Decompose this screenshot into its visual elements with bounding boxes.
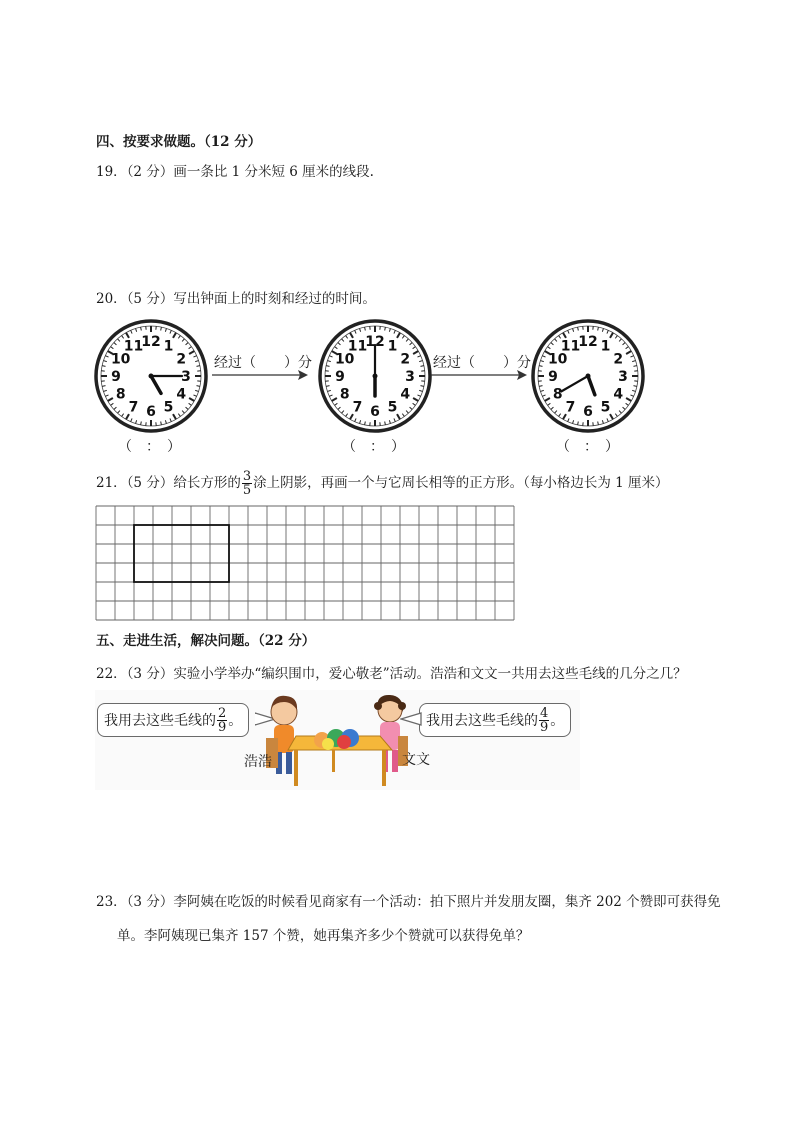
question-22	[96, 665, 687, 683]
question-score: （3 分）	[126, 666, 174, 682]
clock-number: 12	[141, 334, 161, 350]
question-text: 实验小学举办“编织围巾，爱心敬老”活动。浩浩和文文一共用去这些毛线的几分之几？	[173, 666, 687, 682]
clock-number: 2	[176, 351, 187, 368]
fraction: $\frac{2}{9}$	[218, 705, 227, 735]
question-score: （3 分）	[126, 894, 174, 910]
arrow-right-icon	[210, 368, 310, 382]
question-23-line-2: 单。李阿姨现已集齐 157 个赞，她再集齐多少个赞就可以获得免单？	[117, 928, 530, 944]
clock-3	[530, 318, 646, 434]
name-label-wenwen: 文文	[402, 752, 430, 768]
question-number: 21．	[96, 475, 127, 491]
clock-number: 7	[128, 399, 139, 416]
clock-number: 3	[405, 369, 415, 385]
clock-number: 2	[400, 351, 411, 368]
clock-number: 4	[400, 386, 411, 403]
clock-number: 3	[618, 369, 628, 385]
clock-number: 6	[146, 404, 156, 420]
question-score: （5 分）	[126, 475, 174, 491]
question-23	[96, 893, 721, 911]
question-number: 22．	[96, 666, 127, 682]
clock-1	[93, 318, 209, 434]
question-number: 19．	[96, 164, 127, 180]
clock-number: 7	[565, 399, 576, 416]
fraction: $\frac{3}{5}$	[242, 469, 252, 498]
time-answer-blank-1[interactable]: （ ： ）	[118, 439, 181, 455]
clock-number: 1	[600, 338, 611, 355]
clock-number: 9	[111, 369, 121, 385]
clock-number: 6	[370, 404, 380, 420]
question-text: 给长方形的	[173, 475, 241, 491]
time-answer-blank-3[interactable]: （ ： ）	[556, 439, 619, 455]
clock-number: 8	[339, 386, 350, 403]
name-label-haohao: 浩浩	[244, 754, 272, 770]
fraction: $\frac{4}{9}$	[540, 705, 549, 735]
speech-bubble-haohao: 我用去这些毛线的 $\frac{2}{9}$ 。	[97, 703, 249, 737]
clock-number: 10	[547, 351, 568, 368]
question-21	[96, 470, 669, 497]
clock-number: 5	[600, 399, 611, 416]
question-20	[96, 290, 376, 308]
clock-number: 12	[365, 334, 385, 350]
clock-number: 4	[613, 386, 624, 403]
question-text-cont: 涂上阴影，再画一个与它周长相等的正方形。（每小格边长为 1 厘米）	[253, 475, 669, 491]
clock-number: 11	[123, 338, 144, 355]
clock-number: 2	[613, 351, 624, 368]
question-text: 画一条比 1 分米短 6 厘米的线段.	[173, 164, 374, 180]
question-number: 23．	[96, 894, 127, 910]
clock-number: 11	[560, 338, 581, 355]
clock-number: 4	[176, 386, 187, 403]
question-text: 写出钟面上的时刻和经过的时间。	[173, 291, 376, 307]
clock-number: 11	[347, 338, 368, 355]
section-4-title: 四、按要求做题。（12 分）	[96, 134, 262, 150]
question-score: （5 分）	[126, 291, 174, 307]
question-number: 20．	[96, 291, 127, 307]
question-text: 李阿姨在吃饭的时候看见商家有一个活动：拍下照片并发朋友圈，集齐 202 个赞即可获得免	[173, 894, 721, 910]
clock-number: 10	[334, 351, 355, 368]
clock-number: 9	[335, 369, 345, 385]
square-grid[interactable]	[95, 505, 517, 621]
clock-number: 5	[387, 399, 398, 416]
question-19	[96, 163, 374, 181]
clock-number: 9	[548, 369, 558, 385]
given-rectangle	[134, 525, 229, 582]
elapsed-label-1: 经过（ ）分	[214, 355, 312, 371]
clock-number: 5	[163, 399, 174, 416]
clock-2	[317, 318, 433, 434]
clock-number: 7	[352, 399, 363, 416]
clock-number: 10	[110, 351, 131, 368]
clock-number: 1	[387, 338, 398, 355]
clock-number: 6	[583, 404, 593, 420]
section-5-title: 五、走进生活，解决问题。（22 分）	[96, 633, 316, 649]
clock-number: 3	[181, 369, 191, 385]
time-answer-blank-2[interactable]: （ ： ）	[342, 439, 405, 455]
speech-bubble-wenwen: 我用去这些毛线的 $\frac{4}{9}$ 。	[419, 703, 571, 737]
children-at-table-illustration	[262, 688, 412, 788]
arrow-right-icon	[429, 368, 529, 382]
clock-number: 1	[163, 338, 174, 355]
clock-number: 8	[552, 386, 563, 403]
question-score: （2 分）	[126, 164, 174, 180]
elapsed-label-2: 经过（ ）分	[433, 355, 531, 371]
clock-number: 8	[115, 386, 126, 403]
clock-number: 12	[578, 334, 598, 350]
